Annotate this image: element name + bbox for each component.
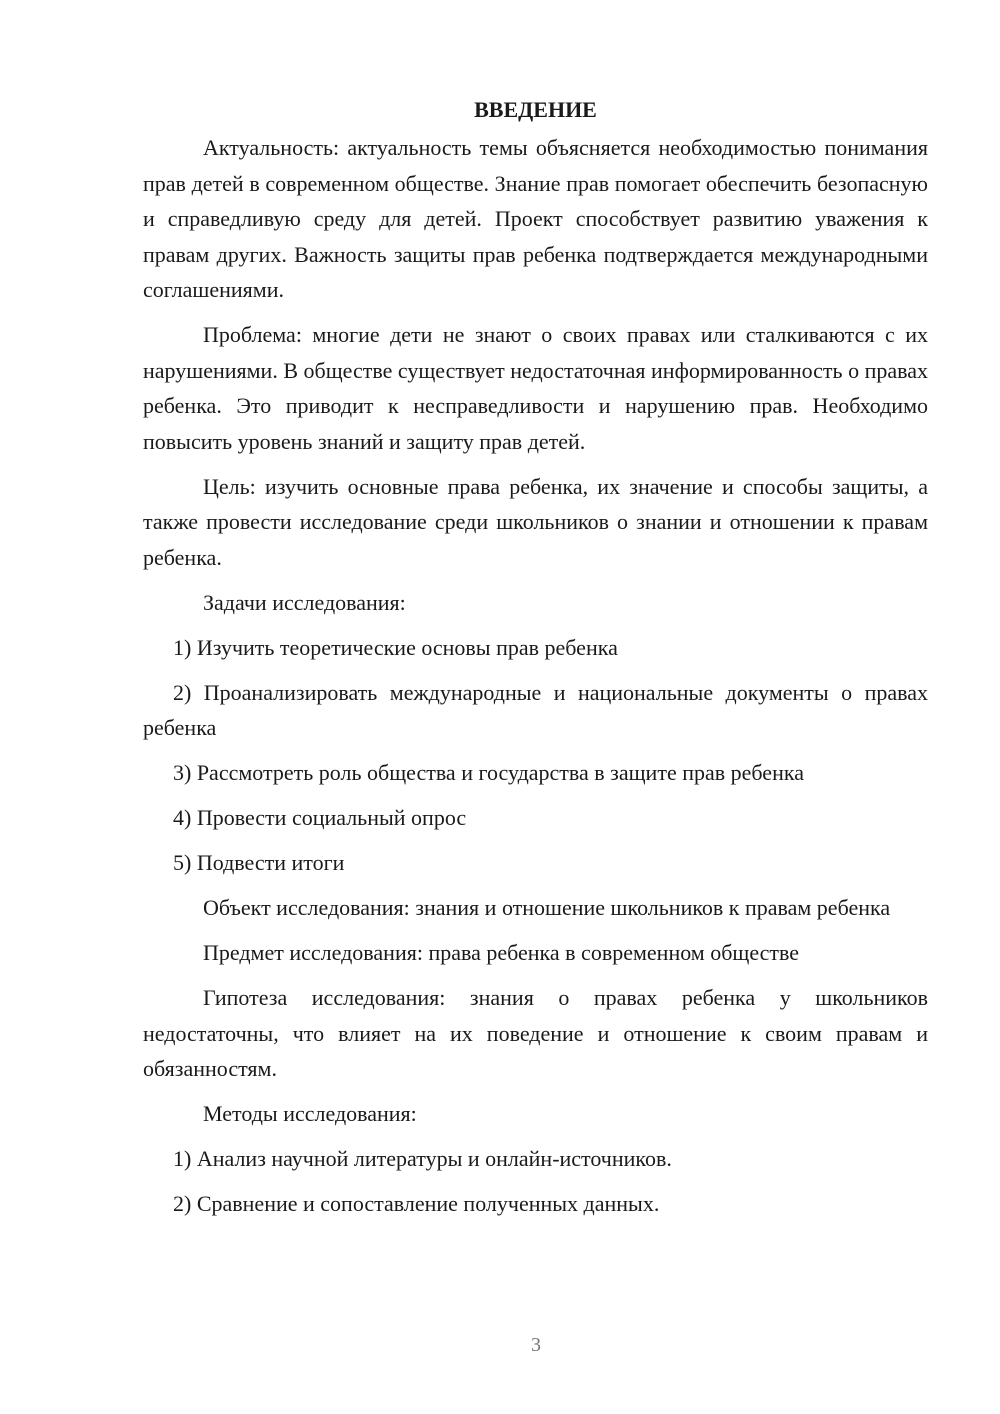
paragraph-goal: Цель: изучить основные права ребенка, их значение и способы защиты, а также провести исследование среди школьников о знании и отношении к правам ребенка. [143,473,928,570]
task-item-2: 2) Проанализировать международные и национальные документы о правах ребенка [143,679,928,740]
paragraph-problem: Проблема: многие дети не знают о своих правах или сталкиваются с их нарушениями. В обществе существует недостаточная информированность о правах ребенка. Это приводит к несправедливости и нарушению прав. Необходимо повысить уровень знаний и защиту прав детей. [143,322,928,454]
paragraph-subject: Предмет исследования: права ребенка в современном обществе [203,940,800,965]
page-content [143,92,928,1231]
task-item-4: 4) Провести социальный опрос [173,805,467,830]
paragraph-object: Объект исследования: знания и отношение школьников к правам ребенка [203,895,891,920]
method-item-2: 2) Сравнение и сопоставление полученных данных. [173,1191,660,1216]
paragraph-relevance: Актуальность: актуальность темы объясняется необходимостью понимания прав детей в современном обществе. Знание прав помогает обеспечить безопасную и справедливую среду для детей. Проект способствует развитию уважения к правам других. Важность защиты прав ребенка подтверждается международными соглашениями. [143,135,928,302]
method-item-1: 1) Анализ научной литературы и онлайн-источников. [173,1146,672,1171]
task-item-1: 1) Изучить теоретические основы прав ребенка [173,634,618,660]
task-item-3: 3) Рассмотреть роль общества и государства в защите прав ребенка [173,760,804,785]
paragraph-hypothesis: Гипотеза исследования: знания о правах ребенка у школьников недостаточны, что влияет на их поведение и отношение к своим правам и обязанностям. [143,985,928,1081]
page-number: 3 [531,1334,541,1356]
paragraph-tasks-title: Задачи исследования: [203,589,406,615]
paragraph-methods-title: Методы исследования: [203,1101,417,1126]
section-heading: ВВЕДЕНИЕ [474,97,597,122]
task-item-5: 5) Подвести итоги [173,850,345,875]
